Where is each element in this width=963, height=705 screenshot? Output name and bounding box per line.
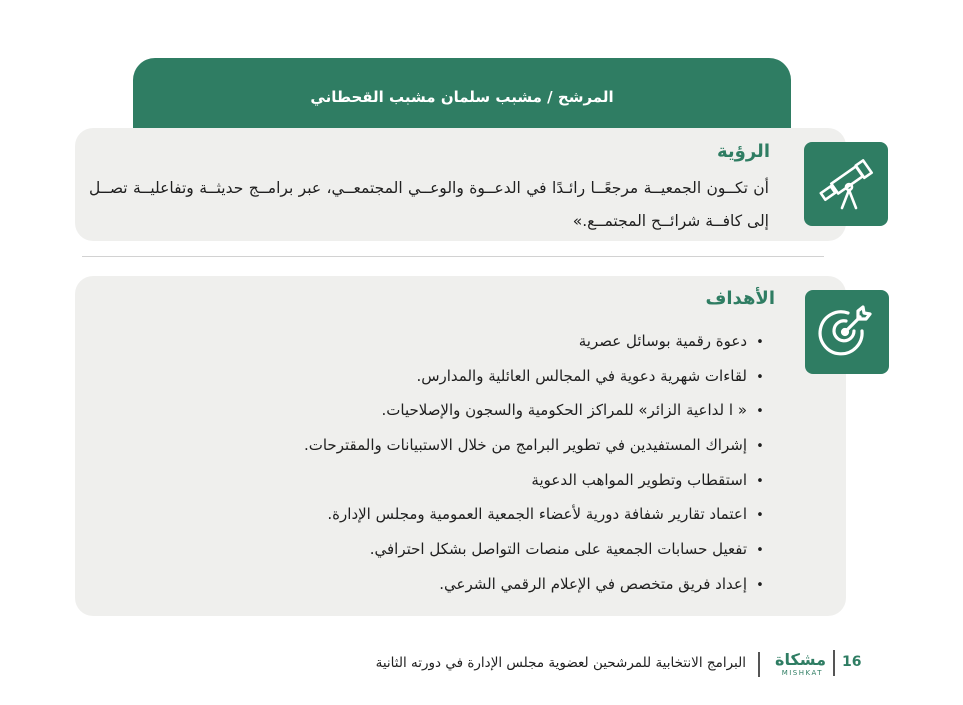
- candidate-name: المرشح / مشبب سلمان مشبب القحطاني: [310, 88, 614, 106]
- section-divider: [82, 256, 824, 257]
- goals-list: [304, 324, 773, 602]
- logo-arabic: مشكاة: [775, 650, 826, 669]
- goal-text: لقاءات شهرية دعوية في المجالس العائلية والمدارس.: [416, 366, 747, 385]
- bullet: •: [756, 369, 764, 385]
- goal-text: دعوة رقمية بوسائل عصرية: [578, 332, 747, 350]
- bullet: •: [756, 404, 764, 420]
- goal-text: إشراك المستفيدين في تطوير البرامج من خلال الاستبيانات والمقترحات.: [303, 436, 747, 455]
- bullet: •: [756, 439, 764, 455]
- goal-text: « ا لداعية الزائر» للمراكز الحكومية والسجون والإصلاحيات.: [381, 401, 747, 420]
- goal-text: تفعيل حسابات الجمعية على منصات التواصل بشكل احترافي.: [369, 540, 747, 559]
- mishkat-logo: [768, 650, 826, 680]
- list-item: [304, 497, 773, 532]
- list-item: [304, 324, 773, 359]
- bullet: •: [756, 473, 764, 489]
- list-item: [304, 463, 773, 498]
- vision-title: الرؤية: [717, 141, 770, 162]
- list-item: [304, 393, 773, 428]
- footer-divider: [758, 652, 760, 677]
- list-item: [304, 359, 773, 394]
- vision-text: أن تكــون الجمعيــة مرجعًــا رائـدًا في الدعــوة والوعــي المجتمعــي، عبر برامــج حديثــة وتفاعليــة تصــل إلى كافــة شرائــح المجتمــع.»: [89, 179, 769, 230]
- goal-text: اعتماد تقارير شفافة دورية لأعضاء الجمعية العمومية ومجلس الإدارة.: [327, 505, 747, 524]
- goal-text: إعداد فريق متخصص في الإعلام الرقمي الشرعي.: [439, 574, 747, 593]
- list-item: [304, 428, 773, 463]
- goals-title: الأهداف: [705, 288, 775, 309]
- footer-caption: البرامج الانتخابية للمرشحين لعضوية مجلس الإدارة في دورته الثانية: [375, 655, 746, 671]
- goal-text: استقطاب وتطوير المواهب الدعوية: [531, 470, 747, 489]
- list-item: [304, 567, 773, 602]
- list-item: [304, 532, 773, 567]
- bullet: •: [756, 577, 764, 593]
- bullet: •: [756, 543, 764, 559]
- candidate-header: [133, 58, 791, 138]
- bullet: •: [756, 508, 764, 524]
- bullet: •: [756, 335, 764, 350]
- target-arrow-icon: [805, 290, 889, 374]
- telescope-icon: [804, 142, 888, 226]
- logo-english: MISHKAT: [781, 669, 823, 677]
- footer-divider: [833, 650, 835, 676]
- page-number: 16: [842, 654, 862, 670]
